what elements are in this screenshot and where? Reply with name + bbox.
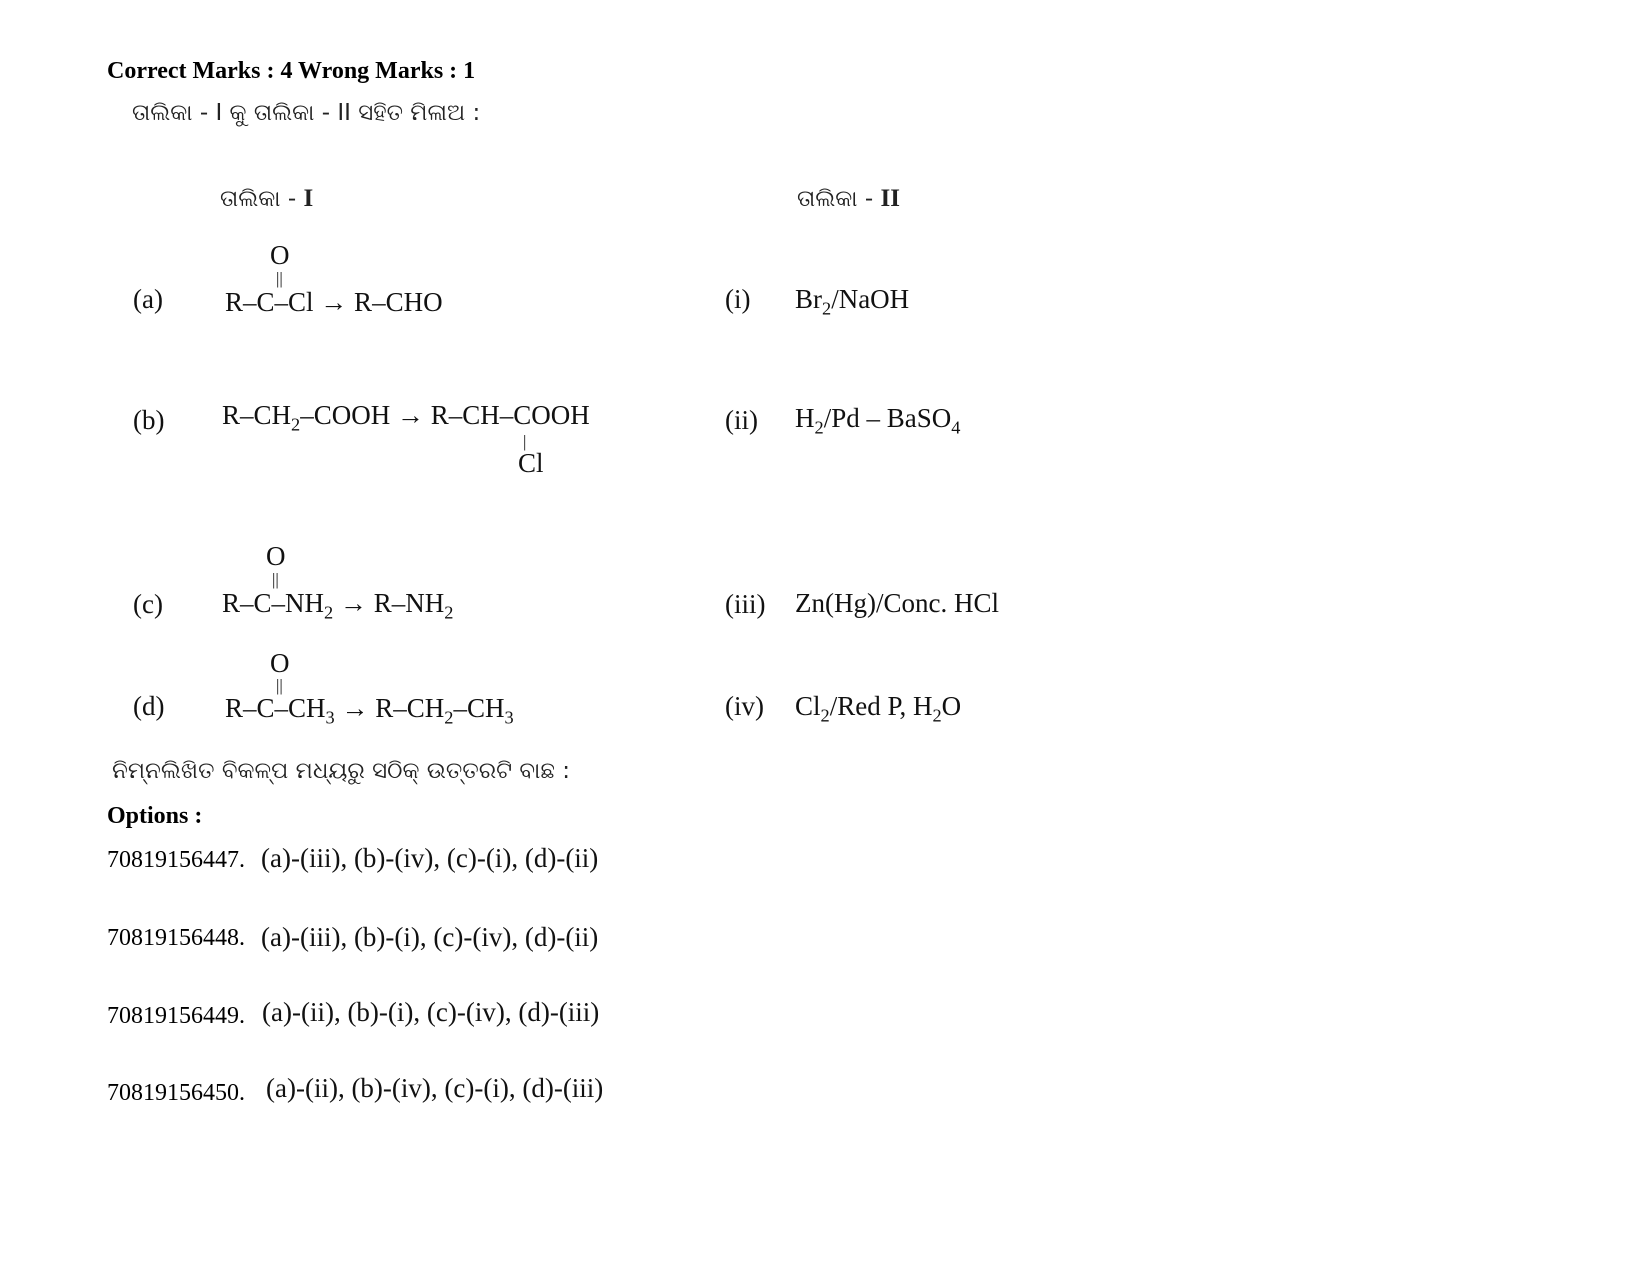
r-group: R [430, 400, 449, 430]
carbon: C [253, 588, 272, 618]
subscript: 2 [814, 417, 824, 438]
amine: NH [285, 588, 325, 618]
amine: NH [405, 588, 445, 618]
reaction-d: $R-C-CH_3 \to R-CH_2-CH_3$ [225, 693, 514, 728]
reagent-iv-cl: Cl [795, 691, 821, 721]
arrow-icon: → [341, 693, 369, 723]
methine: CH [462, 400, 500, 430]
arrow-icon: → [320, 287, 348, 317]
subscript: 3 [325, 707, 335, 728]
double-bond-d: || [276, 676, 283, 695]
reaction-c: $R-C-NH_2 \to R-NH_2$ [222, 588, 454, 623]
option-id: 70819156447. [107, 847, 245, 873]
methylene: CH [253, 400, 292, 430]
reagent-ii-h: H [795, 403, 815, 433]
list2-label-iv: (iv) [725, 691, 764, 721]
list1-label-a: (a) [133, 284, 163, 314]
match-instruction: ତାଲିକା - I କୁ ତାଲିକା - II ସହିତ ମିଳାଅ : [132, 100, 481, 126]
reaction-a: R–C–Cl → R–CHO [225, 287, 443, 317]
carbonyl-o-c: O [266, 541, 286, 571]
r-group: R [354, 287, 373, 317]
option-row[interactable] [107, 1080, 245, 1107]
methylene: CH [406, 693, 445, 723]
reagent-iv-redp: /Red P, H [829, 691, 933, 721]
reagent-ii [795, 403, 961, 438]
list2-label-i: (i) [725, 284, 751, 314]
reagent-iv [795, 691, 962, 726]
option-id: 70819156449. [107, 1003, 245, 1029]
carboxyl: COOH [313, 400, 391, 430]
subscript: 2 [932, 705, 942, 726]
aldehyde: CHO [385, 287, 443, 317]
carboxyl: COOH [513, 400, 590, 430]
r-group: R [375, 693, 394, 723]
arrow-icon: → [339, 588, 367, 618]
double-bond-c: || [272, 570, 279, 589]
r-group: R [222, 588, 241, 618]
option-text[interactable]: (a)-(iii), (b)-(iv), (c)-(i), (d)-(ii) [261, 843, 599, 873]
option-row[interactable] [107, 847, 245, 874]
list2-heading-num: II [880, 185, 900, 212]
option-id: 70819156450. [107, 1080, 245, 1106]
option-text[interactable]: (a)-(ii), (b)-(iv), (c)-(i), (d)-(iii) [266, 1073, 604, 1103]
list1-heading-odia: ତାଲିକା - [220, 186, 304, 212]
option-text[interactable]: (a)-(iii), (b)-(i), (c)-(iv), (d)-(ii) [261, 922, 599, 952]
list1-label-d: (d) [133, 691, 165, 721]
list1-label-b: (b) [133, 405, 165, 435]
subscript: 3 [504, 707, 514, 728]
option-row[interactable] [107, 925, 245, 952]
list2-label-iii: (iii) [725, 589, 766, 619]
chlorine-b: Cl [518, 448, 544, 478]
list2-label-ii: (ii) [725, 405, 758, 435]
oxygen: O [941, 691, 962, 721]
r-group: R [373, 588, 392, 618]
r-group: R [225, 693, 244, 723]
carbonyl-o-d: O [270, 648, 290, 678]
subscript: 2 [324, 602, 334, 623]
choose-instruction: ନିମ୍ନଲିଖିତ ବିକଳ୍ପ ମଧ୍ୟରୁ ସଠିକ୍ ଉତ୍ତରଟି ବାଛ : [112, 758, 570, 784]
option-row[interactable] [107, 1003, 245, 1030]
reagent-i-naoh: /NaOH [831, 284, 910, 314]
reagent-iii: Zn(Hg)/Conc. HCl [795, 588, 999, 618]
list1-heading-num: I [303, 185, 314, 212]
reagent-ii-pd: /Pd – BaSO [823, 403, 952, 433]
chlorine: Cl [288, 287, 314, 317]
methyl: CH [466, 693, 505, 723]
r-group: R [225, 287, 244, 317]
r-group: R [222, 400, 241, 430]
list1-label-c: (c) [133, 589, 163, 619]
arrow-icon: → [396, 400, 424, 430]
marks-header: Correct Marks : 4 Wrong Marks : 1 [107, 58, 476, 84]
list1-heading [220, 185, 313, 213]
subscript: 2 [444, 602, 454, 623]
single-bond-b: | [523, 432, 527, 451]
carbonyl-o-a: O [270, 240, 290, 270]
double-bond-a: || [276, 269, 283, 288]
reagent-i [795, 284, 910, 319]
reaction-b: $R-CH_2$–COOH → R–CH–COOH [222, 400, 590, 435]
subscript: 2 [291, 414, 301, 435]
list2-heading-odia: ତାଲିକା - [797, 186, 881, 212]
subscript: 4 [951, 417, 961, 438]
methyl: CH [288, 693, 326, 723]
list2-heading [797, 185, 900, 213]
option-id: 70819156448. [107, 925, 245, 951]
subscript: 2 [444, 707, 454, 728]
subscript: 2 [820, 705, 830, 726]
carbon: C [256, 287, 275, 317]
subscript: 2 [822, 298, 832, 319]
options-label: Options : [107, 803, 203, 829]
carbon: C [256, 693, 275, 723]
reagent-i-br: Br [795, 284, 822, 314]
option-text[interactable]: (a)-(ii), (b)-(i), (c)-(iv), (d)-(iii) [262, 997, 600, 1027]
